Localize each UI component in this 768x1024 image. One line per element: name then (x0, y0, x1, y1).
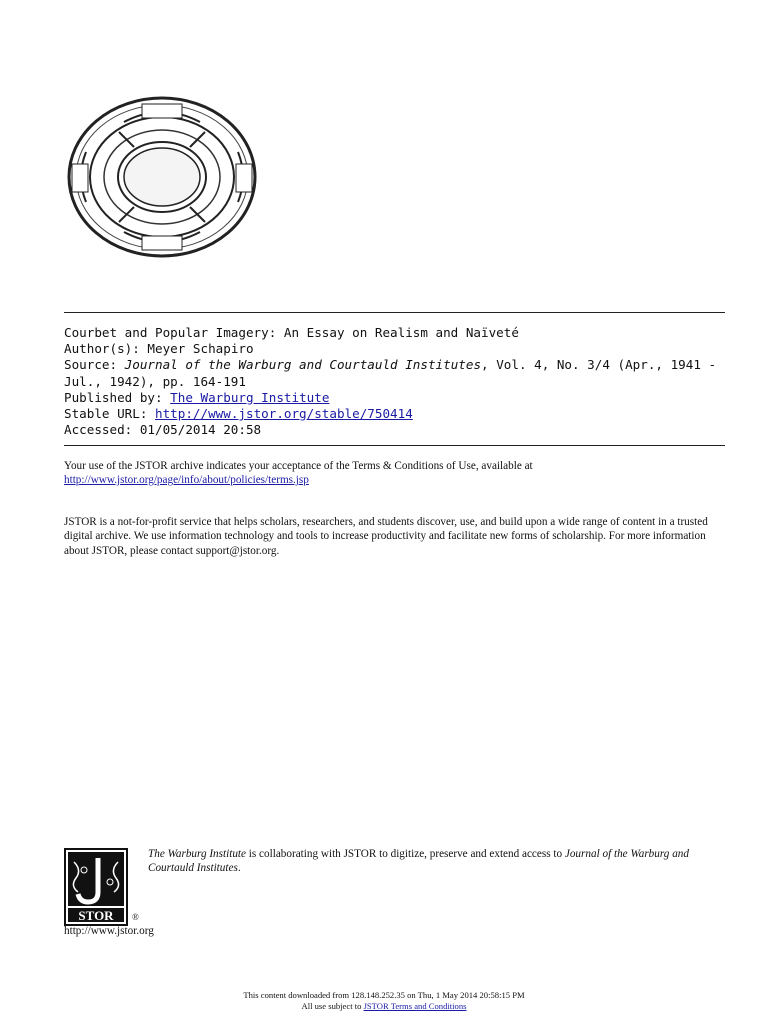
author-line (64, 341, 729, 357)
middle-rule (64, 445, 725, 446)
registered-mark: ® (132, 912, 139, 922)
stable-url-line (64, 406, 729, 422)
jstor-logo-icon (64, 848, 140, 926)
footer-download-info: This content downloaded from 128.148.252.35 on Thu, 1 May 2014 20:58:15 PM (243, 990, 525, 1000)
footer-terms-line (0, 1001, 768, 1012)
journal-name: Journal of the Warburg and Courtauld Institutes (124, 357, 482, 373)
author-label: Author(s): (64, 341, 140, 357)
terms-text: Your use of the JSTOR archive indicates your acceptance of the Terms & Conditions of Use, available at (64, 460, 533, 472)
jstor-about-text: JSTOR is a not-for-profit service that helps scholars, researchers, and students discover, use, and build upon a wide range of content in a trusted digital archive. We use information technology and tools to increase productivity and facilitate new forms of scholarship. For more information about JSTOR, please contact support@jstor.org. (64, 516, 708, 557)
top-rule (64, 312, 725, 313)
download-footer (0, 990, 768, 1012)
source-details: , Vol. 4, No. 3/4 (Apr., 1941 - Jul., 1942), pp. 164-191 (64, 357, 724, 389)
footer-terms-link[interactable]: JSTOR Terms and Conditions (363, 1001, 467, 1011)
author-name: Meyer Schapiro (147, 341, 254, 357)
source-label: Source: (64, 357, 118, 373)
article-metadata (64, 325, 729, 438)
accessed-line: Accessed: 01/05/2014 20:58 (64, 422, 262, 438)
collab-end: . (237, 861, 241, 874)
jstor-logo-text: STOR (78, 908, 114, 923)
terms-notice (64, 459, 724, 487)
collab-institution: The Warburg Institute (148, 848, 246, 860)
collaboration-notice (148, 848, 728, 875)
mundus-annus-homo-emblem-icon (64, 92, 260, 262)
published-line (64, 390, 729, 406)
source-line (64, 357, 729, 389)
collab-middle: is collaborating with JSTOR to digitize, preserve and extend access to (246, 848, 565, 860)
jstor-url: http://www.jstor.org (64, 925, 154, 937)
publisher-link[interactable]: The Warburg Institute (170, 389, 330, 405)
stable-url-link[interactable]: http://www.jstor.org/stable/750414 (155, 406, 413, 422)
footer-terms-prefix: All use subject to (301, 1001, 364, 1011)
article-title: Courbet and Popular Imagery: An Essay on Realism and Naïveté (64, 325, 519, 340)
terms-link[interactable]: http://www.jstor.org/page/info/about/policies/terms.jsp (64, 474, 309, 487)
published-label: Published by: (64, 389, 163, 405)
stable-url-label: Stable URL: (64, 406, 148, 422)
collab-journal: Journal of the Warburg and Courtauld Institutes (148, 848, 689, 874)
